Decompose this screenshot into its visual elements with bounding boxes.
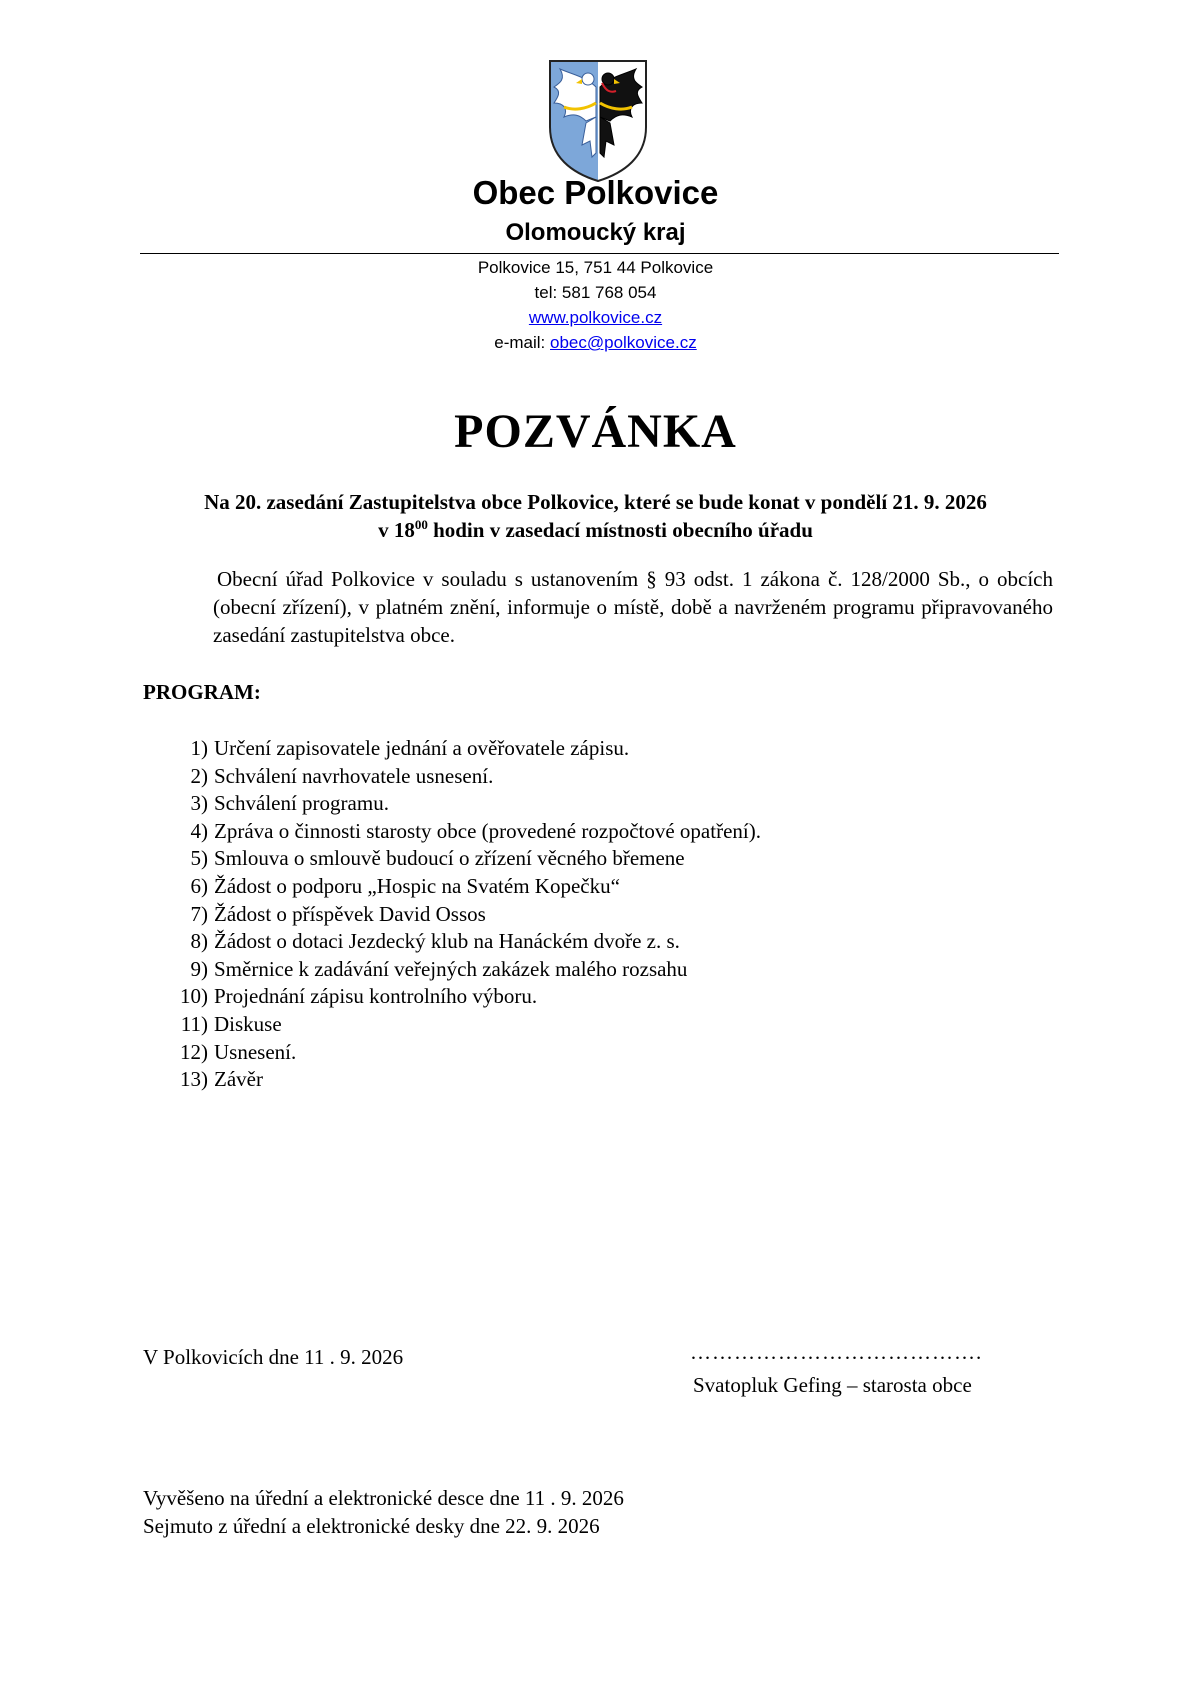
item-number: 12): [180, 1039, 208, 1064]
address: Polkovice 15, 751 44 Polkovice: [477, 258, 714, 277]
signature-line: ………………………………….: [690, 1340, 983, 1364]
item-text: Žádost o podporu „Hospic na Svatém Kopečku“: [214, 873, 620, 898]
item-number: 10): [180, 984, 208, 1009]
email-label: e-mail:: [494, 333, 550, 352]
meeting-time-minutes: 00: [414, 517, 428, 532]
item-number: 8): [190, 929, 208, 954]
list-item: [150, 735, 761, 763]
item-text: Žádost o dotaci Jezdecký klub na Hanáckém dvoře z. s.: [214, 929, 680, 954]
item-number: 11): [180, 1011, 208, 1036]
intro-paragraph: [213, 565, 1053, 649]
website-row: [0, 308, 1191, 328]
item-number: 2): [190, 763, 208, 788]
item-text: Projednání zápisu kontrolního výboru.: [214, 984, 538, 1009]
coat-of-arms-icon: [546, 57, 650, 185]
program-list: [150, 735, 761, 1094]
list-item: [150, 901, 761, 929]
item-number: 3): [190, 791, 208, 816]
document-title: POZVÁNKA: [454, 405, 737, 458]
list-item: [150, 818, 761, 846]
org-name: Obec Polkovice: [472, 174, 719, 211]
item-text: Závěr: [214, 1067, 263, 1092]
item-text: Usnesení.: [214, 1039, 297, 1064]
list-item: [150, 983, 761, 1011]
item-number: 13): [180, 1067, 208, 1092]
list-item: [150, 763, 761, 791]
item-number: 7): [190, 901, 208, 926]
website-link[interactable]: www.polkovice.cz: [528, 308, 663, 327]
list-item: [150, 1066, 761, 1094]
email-row: [0, 333, 1191, 353]
posted-date: Vyvěšeno na úřední a elektronické desce dne 11 . 9. 2026: [143, 1486, 624, 1510]
list-item: [150, 1011, 761, 1039]
item-text: Diskuse: [214, 1011, 282, 1036]
item-text: Zpráva o činnosti starosty obce (provedené rozpočtové opatření).: [214, 818, 761, 843]
item-text: Směrnice k zadávání veřejných zakázek malého rozsahu: [214, 956, 688, 981]
item-text: Schválení programu.: [214, 791, 389, 816]
meeting-time-prefix: v 18: [378, 518, 415, 542]
phone: tel: 581 768 054: [534, 283, 657, 302]
item-number: 1): [190, 736, 208, 760]
header-divider: [140, 253, 1059, 254]
item-number: 6): [190, 873, 208, 898]
list-item: [150, 873, 761, 901]
intro-text: Obecní úřad Polkovice v souladu s ustanovením § 93 odst. 1 zákona č. 128/2000 Sb., o obcích (obecní zřízení), v platném znění, informuje o místě, době a navrženém programu připravovaného zasedání zastupitelstva obce.: [213, 567, 1053, 647]
list-item: [150, 928, 761, 956]
item-text: Žádost o příspěvek David Ossos: [214, 901, 486, 926]
item-text: Smlouva o smlouvě budoucí o zřízení věcného břemene: [214, 846, 685, 871]
item-number: 9): [190, 956, 208, 981]
item-text: Schválení navrhovatele usnesení.: [214, 763, 494, 788]
date-place: V Polkovicích dne 11 . 9. 2026: [143, 1345, 404, 1369]
meeting-subheading-line2: [0, 517, 1191, 543]
meeting-subheading-line1: Na 20. zasedání Zastupitelstva obce Polkovice, které se bude konat v pondělí 21. 9. 2026: [204, 490, 987, 514]
item-number: 5): [190, 846, 208, 871]
item-number: 4): [190, 818, 208, 843]
program-heading: PROGRAM:: [143, 680, 261, 704]
posting-info: [143, 1484, 624, 1540]
list-item: [150, 956, 761, 984]
list-item: [150, 790, 761, 818]
region-name: Olomoucký kraj: [505, 219, 686, 246]
meeting-place: hodin v zasedací místnosti obecního úřadu: [427, 518, 813, 542]
item-text: Určení zapisovatele jednání a ověřovatele zápisu.: [214, 736, 630, 760]
signature-name: Svatopluk Gefing – starosta obce: [693, 1373, 972, 1397]
removed-date: Sejmuto z úřední a elektronické desky dne 22. 9. 2026: [143, 1514, 600, 1538]
list-item: [150, 845, 761, 873]
email-link[interactable]: obec@polkovice.cz: [550, 333, 697, 352]
list-item: [150, 1039, 761, 1067]
